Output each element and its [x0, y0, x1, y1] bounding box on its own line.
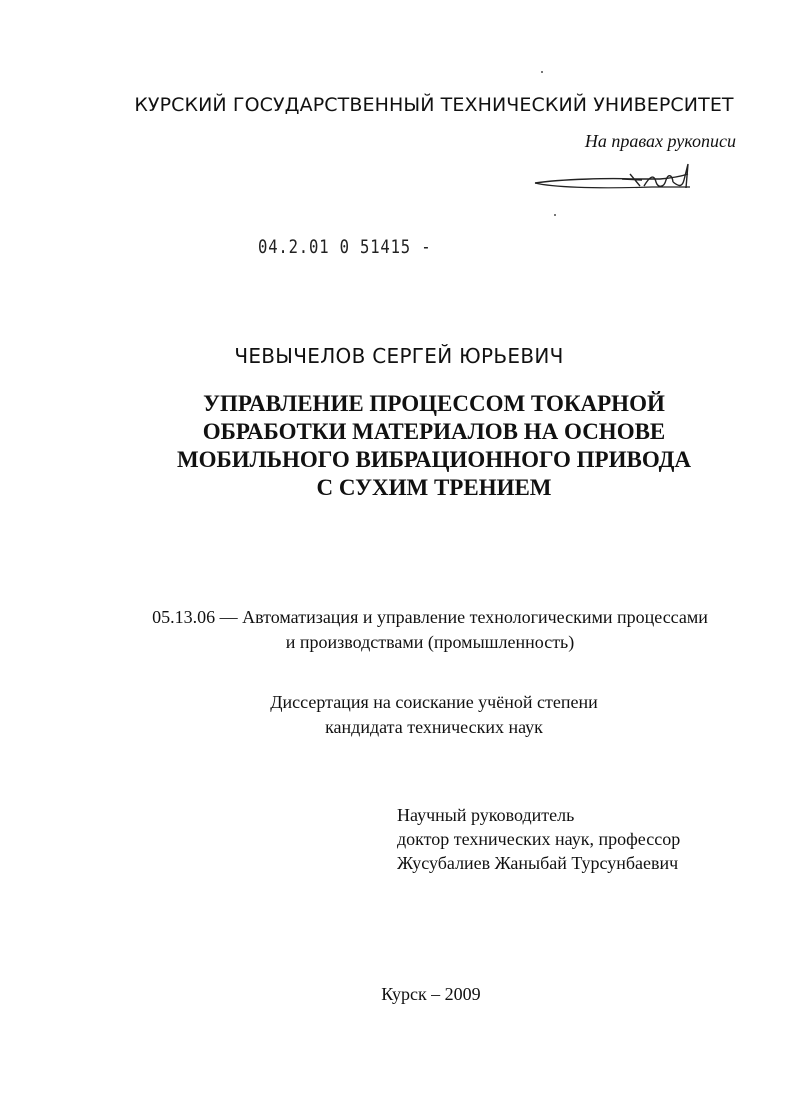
- title-line: УПРАВЛЕНИЕ ПРОЦЕССОМ ТОКАРНОЙ: [203, 391, 665, 416]
- title-line: С СУХИМ ТРЕНИЕМ: [316, 475, 552, 500]
- dissertation-title: [100, 390, 768, 502]
- advisor-line: доктор технических наук, профессор: [397, 829, 681, 849]
- degree-statement: [100, 690, 768, 740]
- university-name: КУРСКИЙ ГОСУДАРСТВЕННЫЙ ТЕХНИЧЕСКИЙ УНИВЕРСИТЕТ: [134, 94, 734, 116]
- specialty: [60, 605, 798, 655]
- title-line: МОБИЛЬНОГО ВИБРАЦИОННОГО ПРИВОДА: [176, 447, 692, 472]
- author-name: ЧЕВЫЧЕЛОВ СЕРГЕЙ ЮРЬЕВИЧ: [234, 344, 564, 368]
- scientific-advisor: [397, 803, 680, 875]
- scan-speck: [541, 71, 543, 73]
- scan-speck: [554, 214, 556, 216]
- library-code: 04.2.01 0 51415 -: [258, 236, 432, 258]
- advisor-line: Жусубалиев Жаныбай Турсунбаевич: [397, 853, 679, 873]
- degree-line: Диссертация на соискание учёной степени: [270, 692, 598, 712]
- specialty-line: 05.13.06 — Автоматизация и управление технологическими процессами: [152, 607, 708, 627]
- manuscript-note: На правах рукописи: [584, 131, 736, 151]
- degree-line: кандидата технических наук: [325, 717, 543, 737]
- title-line: ОБРАБОТКИ МАТЕРИАЛОВ НА ОСНОВЕ: [202, 419, 666, 444]
- specialty-line: и производствами (промышленность): [285, 632, 575, 652]
- place-and-year: Курск – 2009: [381, 984, 481, 1004]
- signature-icon: [532, 160, 698, 196]
- advisor-line: Научный руководитель: [397, 805, 575, 825]
